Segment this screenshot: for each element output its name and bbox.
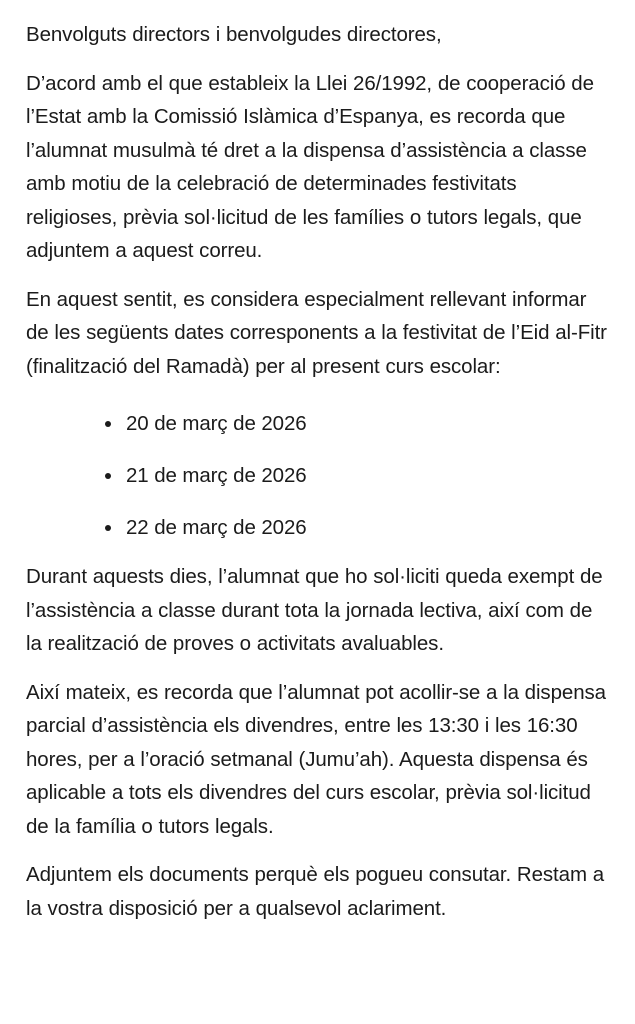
- paragraph-closing: Adjuntem els documents perquè els pogueu consutar. Restam a la vostra disposició per a qualsevol aclariment.: [26, 863, 605, 920]
- greeting-paragraph: Benvolguts directors i benvolgudes directores,: [26, 23, 442, 46]
- date-list: [26, 398, 611, 554]
- bullet-icon: [105, 473, 111, 479]
- list-item-label: 21 de març de 2026: [126, 464, 307, 488]
- paragraph-full-day-exemption: Durant aquests dies, l’alumnat que ho sol·liciti queda exempt de l’assistència a classe durant tota la jornada lectiva, així com de la realització de proves o activitats avaluables.: [26, 565, 603, 655]
- list-item-label: 22 de març de 2026: [126, 516, 307, 540]
- bullet-icon: [105, 525, 111, 531]
- paragraph-friday-prayer: Així mateix, es recorda que l’alumnat pot acollir-se a la dispensa parcial d’assistència els divendres, entre les 13:30 i les 16:30 hores, per a l’oració setmanal (Jumu’ah). Aquesta dispensa és aplicable a tots els divendres del curs escolar, prèvia sol·licitud de la família o tutors legals.: [26, 680, 606, 838]
- list-item: [26, 502, 611, 554]
- list-item-label: 20 de març de 2026: [126, 412, 307, 436]
- paragraph-legal-basis: D’acord amb el que estableix la Llei 26/1992, de cooperació de l’Estat amb la Comissió Islàmica d’Espanya, es recorda que l’alumnat musulmà té dret a la dispensa d’assistència a classe amb motiu de la celebració de determinades festivitats religioses, prèvia sol·licitud de les famílies o tutors legals, que adjuntem a aquest correu.: [26, 71, 594, 262]
- list-item: [26, 398, 611, 450]
- paragraph-dates-intro: En aquest sentit, es considera especialment rellevant informar de les següents dates corresponents a la festivitat de l’Eid al-Fitr (finalització del Ramadà) per al present curs escolar:: [26, 287, 607, 378]
- bullet-icon: [105, 421, 111, 427]
- list-item: [26, 450, 611, 502]
